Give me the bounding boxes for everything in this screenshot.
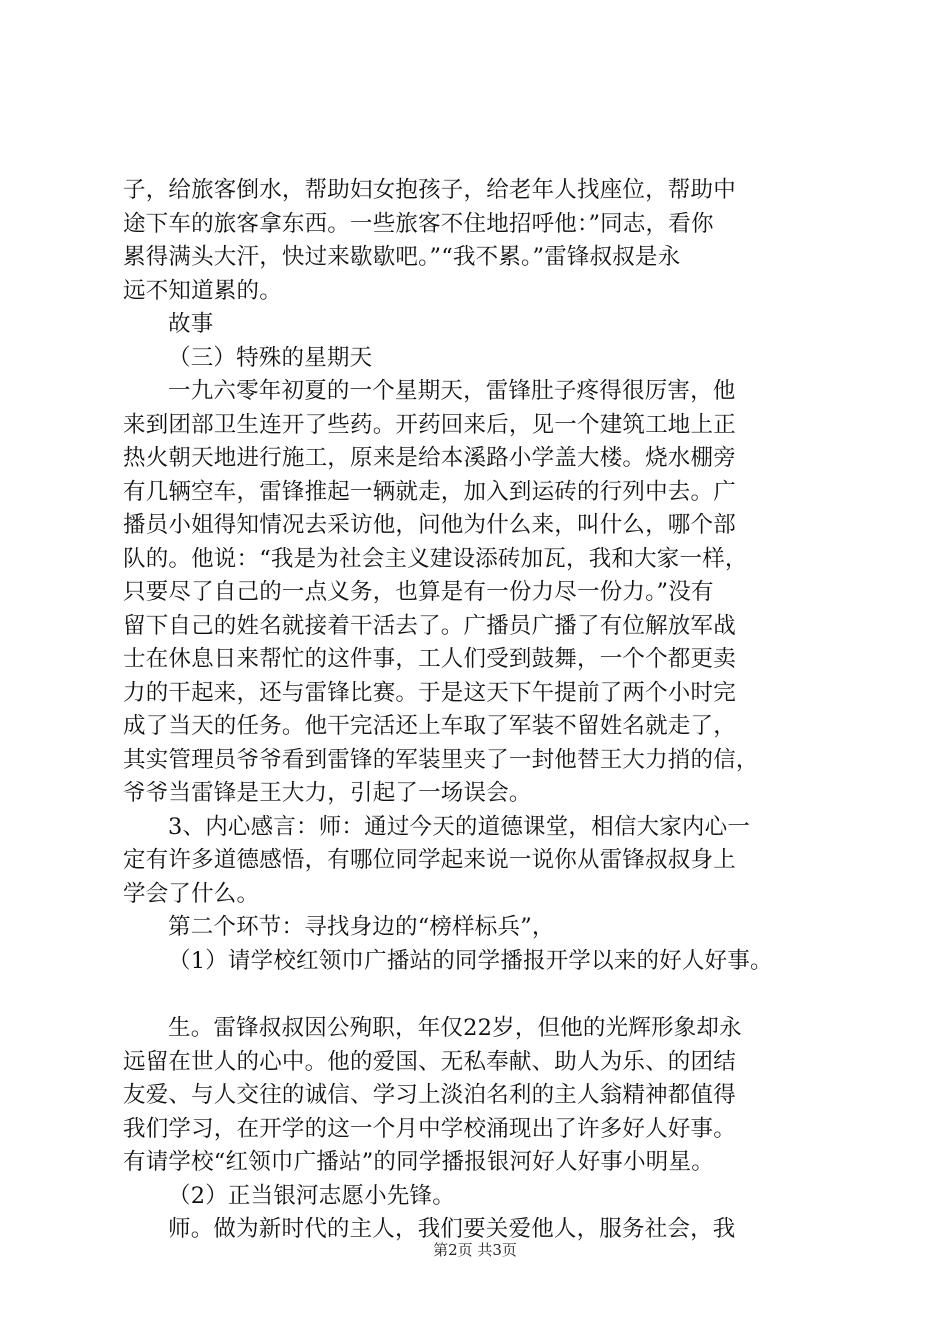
text-line: 只要尽了自己的一点义务，也算是有一份力尽一份力。”没有	[123, 579, 714, 605]
page-number-label: 第2页 共3页	[433, 1241, 517, 1259]
text-line: （2）正当银河志愿小先锋。	[168, 1182, 455, 1209]
text-line: 故事	[168, 311, 214, 337]
text-line: 成了当天的任务。他干完活还上车取了军装不留姓名就走了，	[123, 713, 736, 739]
paragraph-gap	[123, 978, 835, 1012]
text-line: 我们学习，在开学的这一个月中学校涌现出了许多好人好事。	[123, 1115, 736, 1142]
text-line: （1）请学校红领巾广播站的同学播报开学以来的好人好事。	[168, 947, 773, 974]
text-line: 途下车的旅客拿东西。一些旅客不住地招呼他：”同志，看你	[123, 210, 714, 237]
text-line: 子，给旅客倒水，帮助妇女抱孩子，给老年人找座位，帮助中	[123, 177, 736, 203]
text-line: 队的。他说：“我是为社会主义建设添砖加瓦，我和大家一样，	[123, 545, 748, 572]
page-footer	[0, 1240, 950, 1260]
text-line: 爷爷当雷锋是王大力，引起了一场误会。	[123, 780, 532, 806]
text-line: 有几辆空车，雷锋推起一辆就走，加入到运砖的行列中去。广	[123, 478, 736, 505]
text-line: 播员小姐得知情况去采访他，问他为什么来，叫什么，哪个部	[123, 512, 736, 538]
text-line: 第二个环节：寻找身边的“榜样标兵”，	[168, 914, 555, 940]
text-line: 师。做为新时代的主人，我们要关爱他人，服务社会，我	[168, 1216, 736, 1242]
text-line: 力的干起来，还与雷锋比赛。于是这天下午提前了两个小时完	[123, 679, 736, 706]
text-line: 生。雷锋叔叔因公殉职，年仅22岁，但他的光辉形象却永	[168, 1015, 742, 1041]
text-line: 士在休息日来帮忙的这件事，工人们受到鼓舞，一个个都更卖	[123, 646, 736, 672]
text-line: 留下自己的姓名就接着干活去了。广播员广播了有位解放军战	[123, 612, 736, 639]
text-line: 学会了什么。	[123, 880, 260, 907]
text-line: 有请学校“红领巾广播站”的同学播报银河好人好事小明星。	[123, 1149, 714, 1175]
text-line: 来到团部卫生连开了些药。开药回来后，见一个建筑工地上正	[123, 411, 736, 438]
text-line: （三）特殊的星期天	[168, 344, 373, 371]
text-line: 其实管理员爷爷看到雷锋的军装里夹了一封他替王大力捎的信，	[123, 746, 759, 773]
text-line: 定有许多道德感悟，有哪位同学起来说一说你从雷锋叔叔身上	[123, 847, 736, 873]
text-line: 一九六零年初夏的一个星期天，雷锋肚子疼得很厉害，他	[168, 378, 736, 404]
text-line: 远不知道累的。	[123, 277, 282, 304]
text-line: 累得满头大汗，快过来歇歇吧。”“我不累。”雷锋叔叔是永	[123, 244, 681, 270]
text-line: 友爱、与人交往的诚信、学习上淡泊名利的主人翁精神都值得	[123, 1082, 736, 1108]
document-body	[123, 174, 835, 1247]
text-line: 3、内心感言：师：通过今天的道德课堂，相信大家内心一	[168, 813, 751, 840]
text-line: 远留在世人的心中。他的爱国、无私奉献、助人为乐、的团结	[123, 1048, 736, 1075]
text-line: 热火朝天地进行施工，原来是给本溪路小学盖大楼。烧水棚旁	[123, 445, 736, 471]
